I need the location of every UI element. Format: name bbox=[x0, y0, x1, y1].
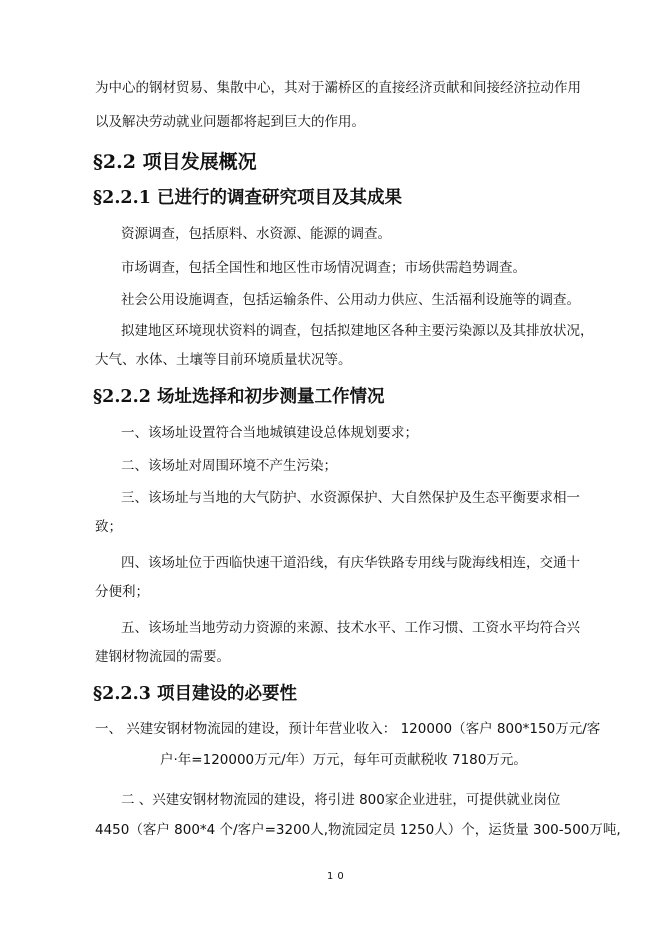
page-number: 10 bbox=[327, 871, 348, 882]
survey-item-3: 社会公用设施调查，包括运输条件、公用动力供应、生活福利设施等的调查。 bbox=[121, 292, 580, 308]
site-item-4-cont: 分便利； bbox=[95, 584, 149, 600]
survey-item-4: 拟建地区环境现状资料的调查，包括拟建地区各种主要污染源以及其排放状况， bbox=[121, 323, 594, 339]
section-2-2-2-title: §2.2.2 场址选择和初步测量工作情况 bbox=[93, 387, 385, 407]
site-item-5: 五、该场址当地劳动力资源的来源、技术水平、工作习惯、工资水平均符合兴 bbox=[121, 620, 580, 636]
site-item-2: 二、该场址对周围环境不产生污染； bbox=[121, 458, 337, 474]
site-item-3-cont: 致； bbox=[95, 519, 122, 535]
site-item-1: 一、该场址设置符合当地城镇建设总体规划要求； bbox=[121, 425, 418, 441]
section-2-2-1-title: §2.2.1 已进行的调查研究项目及其成果 bbox=[93, 188, 402, 208]
necessity-item-1: 一、 兴建安钢材物流园的建设，预计年营业收入： 120000（客户 800*150万元/客 bbox=[95, 721, 601, 737]
site-item-5-cont: 建钢材物流园的需要。 bbox=[95, 649, 230, 665]
survey-item-4-cont: 大气、水体、土壤等目前环境质量状况等。 bbox=[95, 352, 352, 368]
necessity-item-2: 二 、兴建安钢材物流园的建设，将引进 800家企业进驻，可提供就业岗位 bbox=[121, 792, 561, 808]
intro-line-2: 以及解决劳动就业问题都将起到巨大的作用。 bbox=[95, 114, 365, 130]
necessity-item-2-cont: 4450（客户 800*4 个/客户=3200人,物流园定员 1250人）个，运货量 300-500万吨, bbox=[95, 822, 621, 838]
site-item-4: 四、该场址位于西临快速干道沿线，有庆华铁路专用线与陇海线相连，交通十 bbox=[121, 555, 580, 571]
section-2-2-title: §2.2 项目发展概况 bbox=[93, 151, 257, 173]
site-item-3: 三、该场址与当地的大气防护、水资源保护、大自然保护及生态平衡要求相一 bbox=[121, 490, 580, 506]
necessity-item-1-cont: 户·年=120000万元/年）万元，每年可贡献税收 7180万元。 bbox=[160, 752, 527, 768]
survey-item-2: 市场调查，包括全国性和地区性市场情况调查；市场供需趋势调查。 bbox=[121, 260, 526, 276]
intro-line-1: 为中心的钢材贸易、集散中心，其对于灞桥区的直接经济贡献和间接经济拉动作用 bbox=[95, 80, 581, 96]
survey-item-1: 资源调查，包括原料、水资源、能源的调查。 bbox=[121, 226, 391, 242]
section-2-2-3-title: §2.2.3 项目建设的必要性 bbox=[93, 684, 297, 704]
